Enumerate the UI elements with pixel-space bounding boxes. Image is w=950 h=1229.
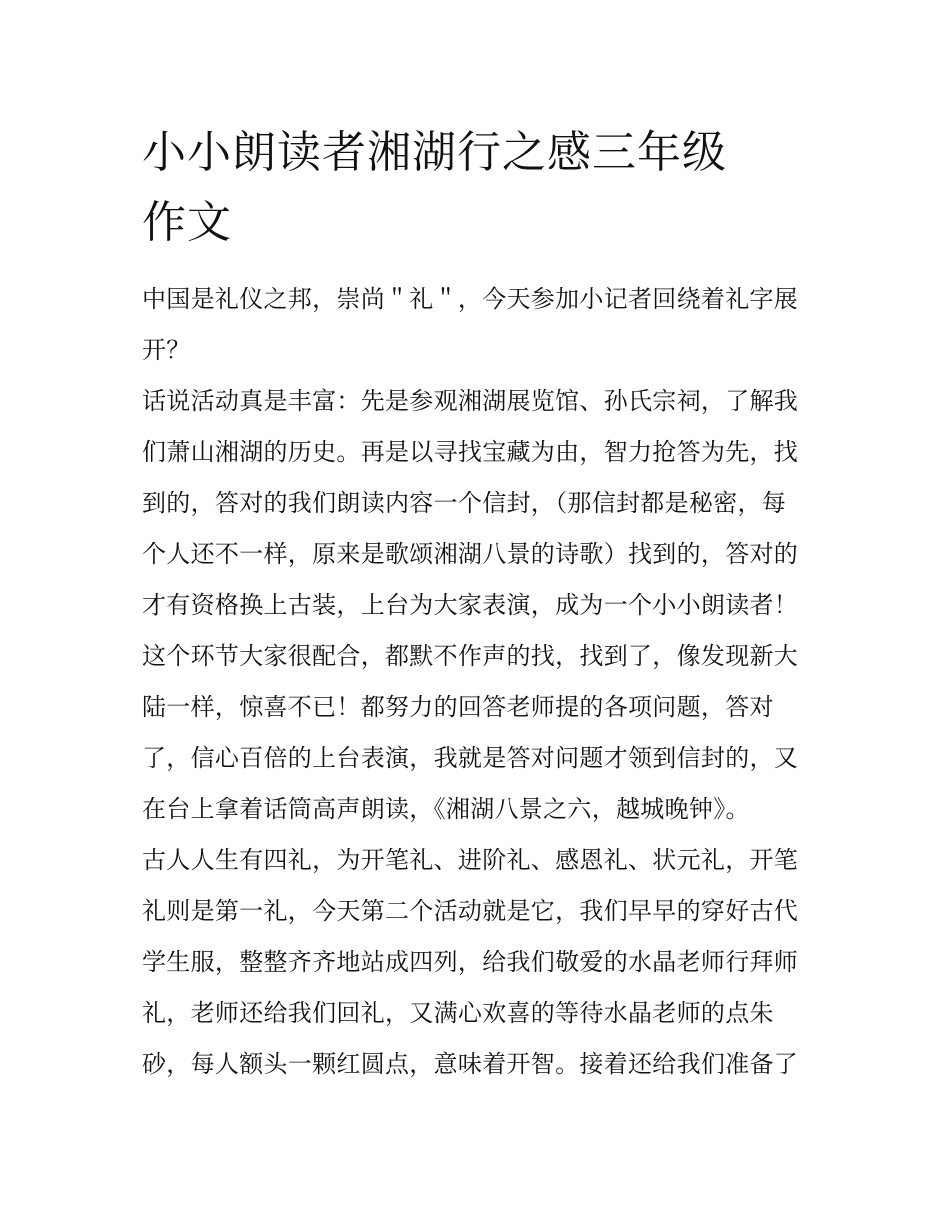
text-line: 学生服，整整齐齐地站成四列，给我们敬爱的水晶老师行拜师 — [142, 948, 799, 976]
text-line: 个人还不一样，原来是歌颂湘湖八景的诗歌）找到的，答对的 — [142, 540, 799, 568]
text-line: 礼，老师还给我们回礼，又满心欢喜的等待水晶老师的点朱 — [142, 999, 774, 1027]
paragraph-intro — [142, 274, 814, 376]
text-line: 到的，答对的我们朗读内容一个信封，（那信封都是秘密，每 — [142, 489, 787, 517]
page-title — [142, 118, 814, 258]
paragraph-activity — [142, 376, 814, 835]
text-line: 礼则是第一礼，今天第二个活动就是它，我们早早的穿好古代 — [142, 897, 799, 925]
text-line: 这个环节大家很配合，都默不作声的找，找到了，像发现新大 — [142, 642, 799, 670]
paragraph-ceremony — [142, 835, 814, 1090]
text-line: 古人人生有四礼，为开笔礼、进阶礼、感恩礼、状元礼，开笔 — [142, 846, 799, 874]
title-line: 小小朗读者湘湖行之感三年级 — [142, 127, 727, 178]
document-page — [142, 118, 814, 1090]
text-line: 们萧山湘湖的历史。再是以寻找宝藏为由，智力抢答为先，找 — [142, 438, 799, 466]
title-line: 作文 — [142, 197, 232, 248]
text-line: 开？ — [142, 336, 191, 364]
text-line: 砂，每人额头一颗红圆点，意味着开智。接着还给我们准备了 — [142, 1050, 799, 1078]
text-line: 了，信心百倍的上台表演，我就是答对问题才领到信封的，又 — [142, 744, 799, 772]
text-line: 才有资格换上古装，上台为大家表演，成为一个小小朗读者！ — [142, 591, 799, 619]
text-line: 陆一样，惊喜不已！都努力的回答老师提的各项问题，答对 — [142, 693, 774, 721]
text-line: 话说活动真是丰富：先是参观湘湖展览馆、孙氏宗祠，了解我 — [142, 387, 799, 415]
text-line: 在台上拿着话筒高声朗读，《湘湖八景之六，越城晚钟》。 — [142, 795, 750, 823]
text-line: 中国是礼仪之邦，崇尚＂礼＂，今天参加小记者回绕着礼字展 — [142, 285, 799, 313]
